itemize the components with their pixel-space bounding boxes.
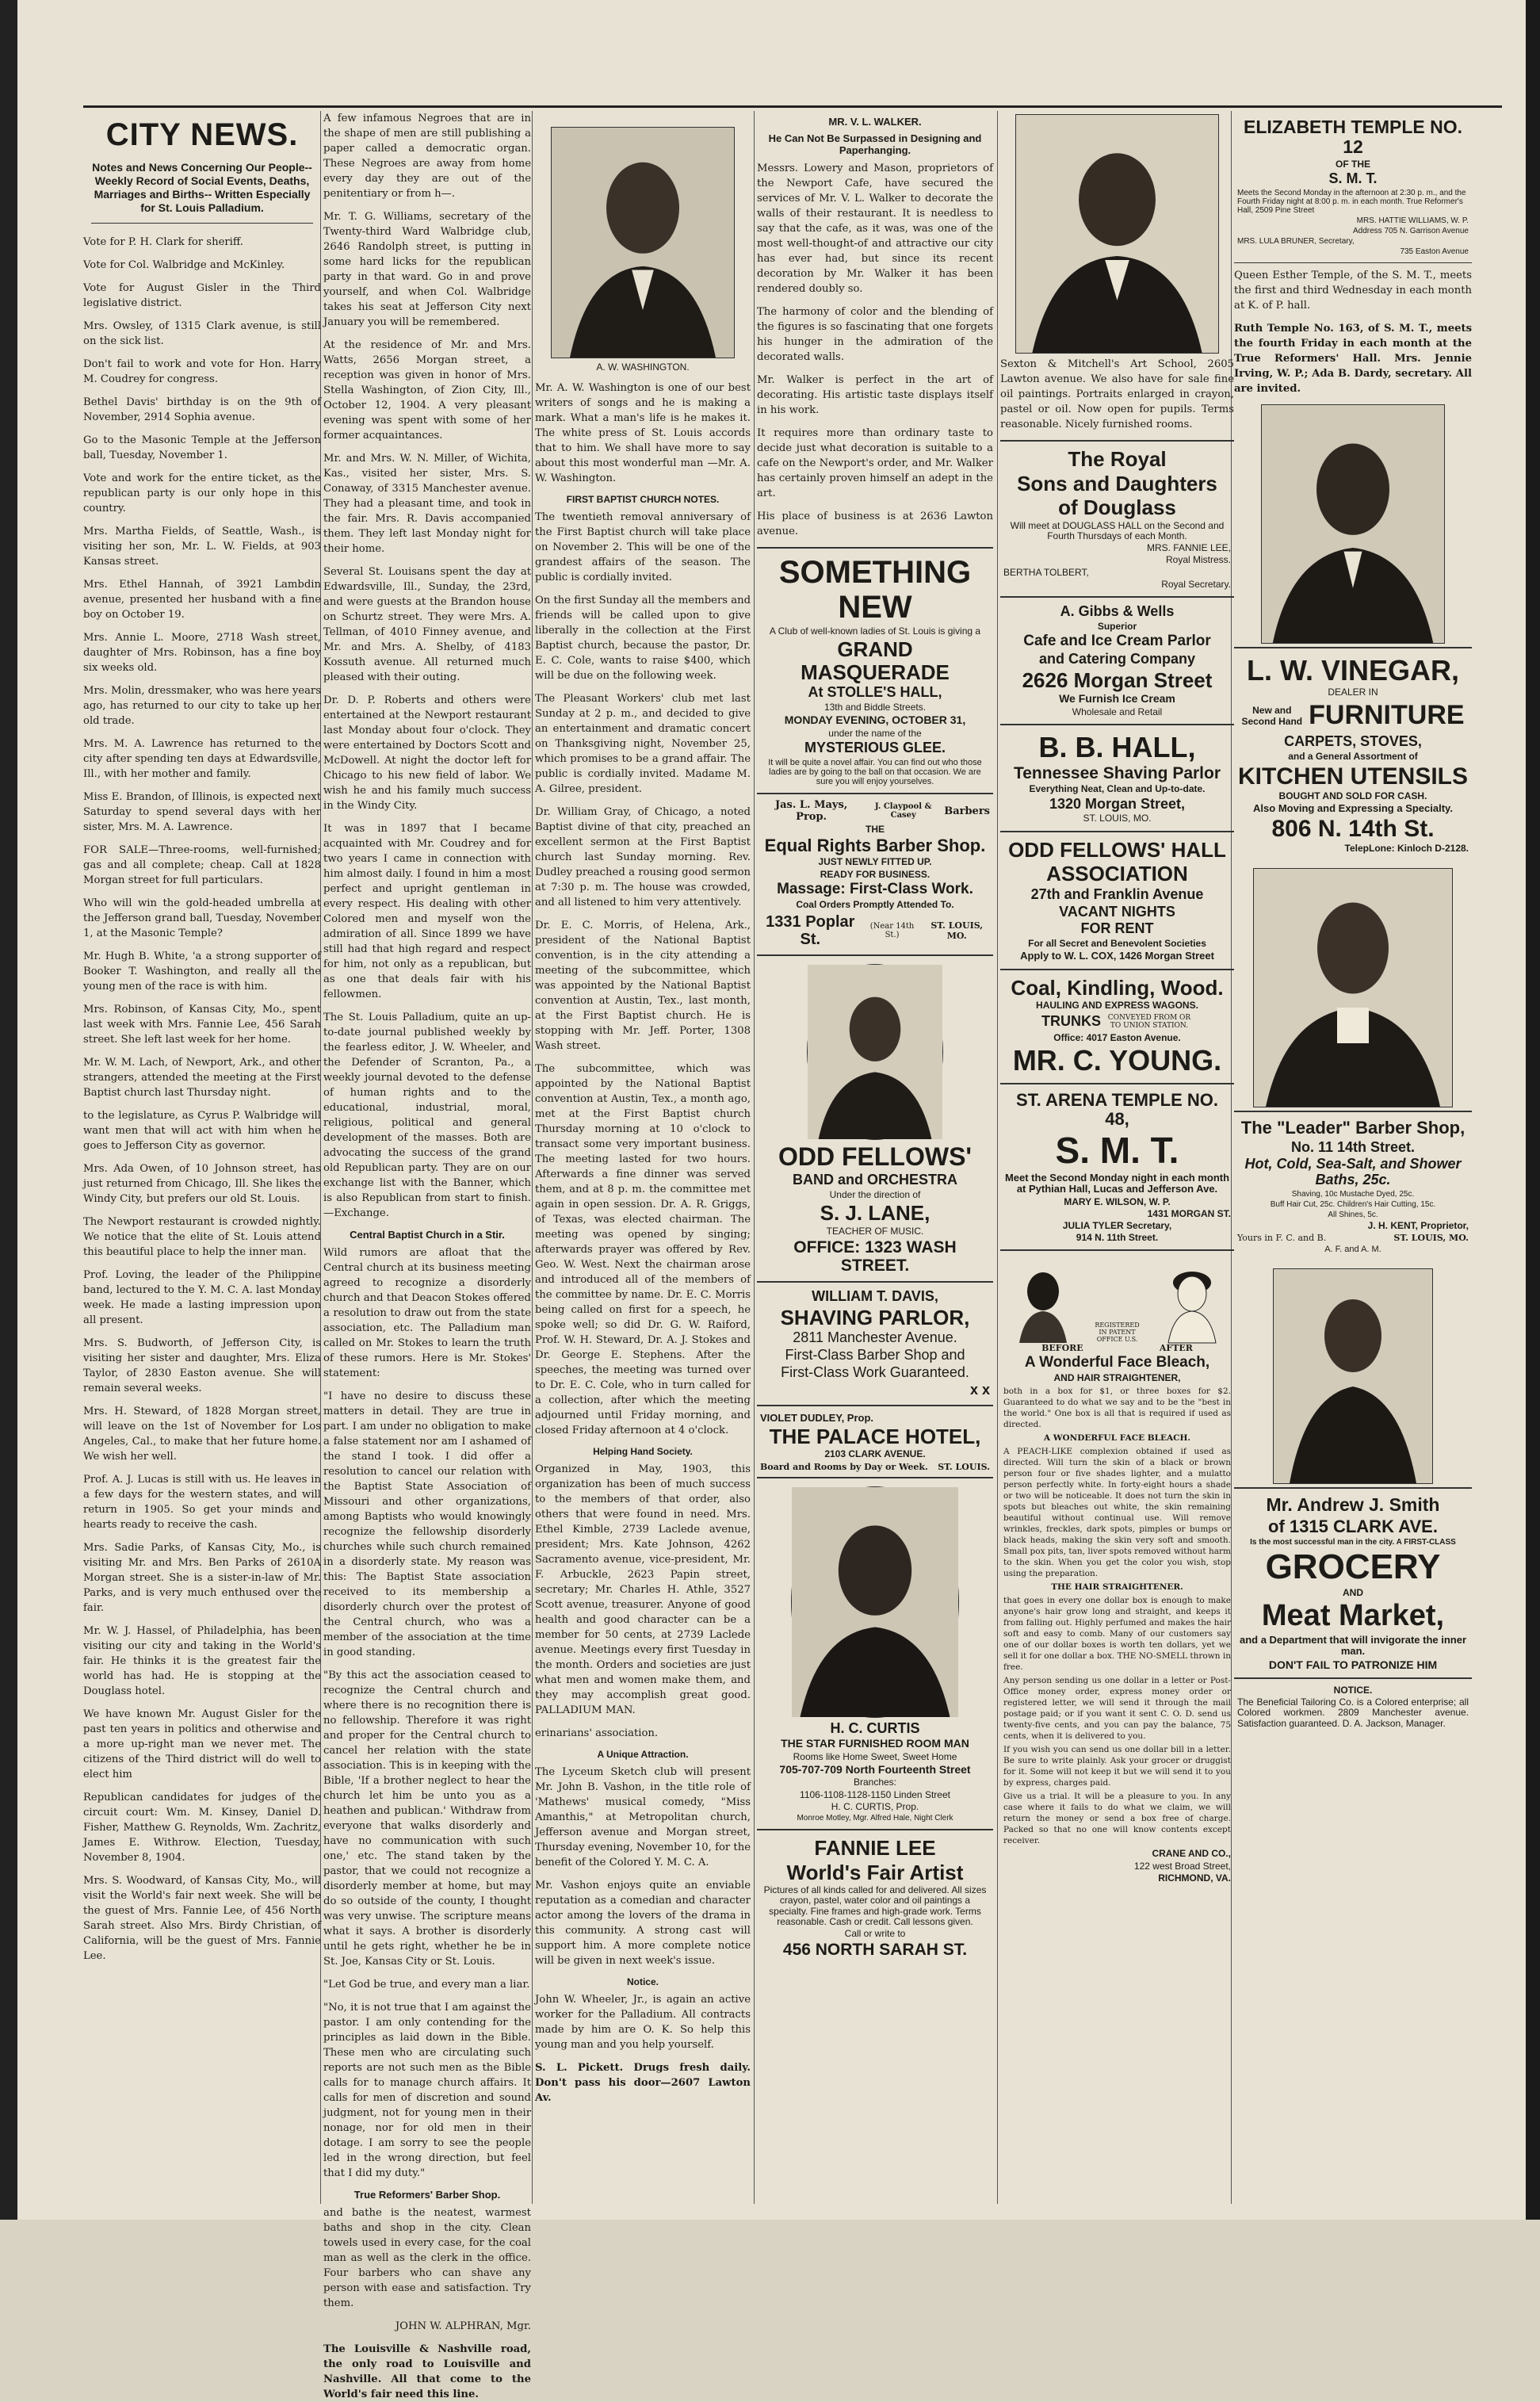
news-item: Mrs. Robinson, of Kansas City, Mo., spent last week with Mrs. Fannie Lee, 456 Sarah street. She left last week for her home.	[83, 1004, 321, 1046]
barber-names: J. Claypool & Casey	[874, 802, 932, 820]
odd-fellows-hall-ad	[1000, 831, 1234, 969]
city-news-title: CITY NEWS.	[105, 117, 299, 152]
before-face-icon	[1015, 1264, 1071, 1343]
royal-sons-ad	[1000, 440, 1234, 596]
after-label: AFTER	[1159, 1343, 1193, 1354]
city-news-deck: Notes and News Concerning Our People--Weekly Record of Social Events, Deaths, Marriages and Births-- Written Especially for St. Louis Palladium.	[91, 161, 313, 224]
portrait-curtis	[791, 1486, 959, 1718]
news-item: Vote and work for the entire ticket, as the republican party is our only hope in this country.	[83, 472, 321, 514]
news-item: Vote for P. H. Clark for sheriff.	[83, 236, 243, 248]
news-item: At the residence of Mr. and Mrs. Watts, 2656 Morgan street, a reception was given in honor of Mrs. Stella Washington, of Zion City, Ill., October 12, 1904. A very pleasant evening was spent with some of her former acquaintances.	[323, 339, 531, 442]
masq-note: It will be quite a novel affair. You can find out who those ladies are by going to the ball on that occasion. We are sure you will enjoy yourselves.	[768, 757, 982, 786]
dept: and a Department that will invigorate the inner man.	[1239, 1634, 1467, 1658]
tyler-addr: 914 N. 11th Street.	[1076, 1232, 1159, 1244]
morgan2: 1320 Morgan Street,	[1049, 795, 1186, 812]
top-rule	[83, 105, 1502, 108]
bleach-paragraph: Give us a trial. It will be a pleasure to you. In any case where it fails to do what we claim, we will return the money or send a box free of charge. Packed so that no one will know contents except receiver.	[1003, 1792, 1231, 1846]
column-rule	[532, 111, 533, 2204]
helping-hand-text: Organized in May, 1903, this organization has been of much success to the members of that order, also others that were found in need. Mrs. Ethel Kimble, 2739 Laclede avenue, president; Mrs. Kate Johnson, 4262 Sacramento avenue, vice-president, Mr. F. Arbuckle, 2623 Papin street, secretary; Mr. Charles H. Athle, 3527 Scott avenue, treasurer. Anyone of good health and good character can be a member for 50 cents, at 2739 Laclede avenue. Meetings every first Tuesday in the month. Orders and societies are just what men and women make them, and they may accomplish great good. PALLADIUM MAN.	[535, 1463, 751, 1716]
column-city-news	[83, 111, 321, 2204]
curtis-prop: H. C. CURTIS, Prop.	[831, 1800, 919, 1812]
xx: x x	[969, 1381, 990, 1398]
board: Board and Rooms by Day or Week.	[760, 1461, 928, 1472]
article-paragraph: On the first Sunday all the members and friends will be called upon to give liberally in the collection at the First Baptist church, because the pastor, Dr. E. C. Cole, wants to raise $400, which will be due on the following week.	[535, 595, 751, 682]
bought: BOUGHT AND SOLD FOR CASH.	[1278, 790, 1427, 801]
curtis-clerks: Monroe Motley, Mgr. Alfred Hale, Night Clerk	[797, 1813, 953, 1823]
city-news-items	[83, 235, 321, 1964]
eliz-addr: Address 705 N. Garrison Avenue	[1352, 226, 1469, 235]
equal-rights-title: Equal Rights Barber Shop.	[764, 836, 986, 856]
bleach-body	[1003, 1386, 1231, 1846]
coal-orders: Coal Orders Promptly Attended To.	[796, 898, 954, 910]
article-paragraph: The twentieth removal anniversary of the First Baptist church will take place on November 2. This will be one of the grandest affairs of the season. The public is cordially invited.	[535, 511, 751, 583]
column-five	[1000, 111, 1234, 2204]
band: BAND and ORCHESTRA	[792, 1172, 957, 1188]
portrait-washington-caption: A. W. WASHINGTON.	[596, 361, 690, 373]
hauling: HAULING AND EXPRESS WAGONS.	[1036, 1000, 1198, 1012]
poplar-near: (Near 14th St.)	[869, 921, 915, 939]
of-the: OF THE	[1336, 158, 1370, 170]
grocery: GROCERY	[1265, 1547, 1441, 1586]
news-item: Who will win the gold-headed umbrella at the Jefferson grand ball, Tuesday, November 1, at the Masonic Temple?	[83, 897, 321, 939]
before-label: BEFORE	[1041, 1343, 1083, 1354]
leader-no: No. 11 14th Street.	[1290, 1138, 1416, 1155]
first-class1: First-Class Barber Shop and	[785, 1347, 965, 1364]
new-second	[1241, 705, 1302, 727]
bleach-subhead: THE HAIR STRAIGHTENER.	[1051, 1582, 1183, 1593]
baptist-notes	[535, 510, 751, 1438]
newly: JUST NEWLY FITTED UP.	[818, 856, 932, 868]
royal2: Sons and Daughters	[1017, 471, 1217, 495]
prices2: Buff Hair Cut, 25c. Children's Hair Cutting, 15c.	[1270, 1199, 1436, 1209]
furnish: We Furnish Ice Cream	[1059, 692, 1175, 706]
news-item: The St. Louis Palladium, quite an up-to-date journal published weekly by the fearless editor, J. W. Wheeler, and the Defender of Scranton, Pa., a weekly journal devoted to the defense of human rights and to the educational, industrial, moral, religious, political and general development of the masses. Both are advocating the success of the grand old Republican party. They are on our exchange list with the Banner, which is also Republican from start to finish.—Exchange.	[323, 1012, 531, 1219]
curtis-name: H. C. CURTIS	[830, 1719, 920, 1736]
office: OFFICE: 1323 WASH STREET.	[793, 1237, 957, 1275]
walker-article	[757, 161, 993, 539]
bleach-paragraph: A PEACH-LIKE complexion obtained if used as directed. Will turn the skin of a black or brown person four or five shades lighter, and a mulatto person perfectly white. In forty-eight hours a shade or two will be noticeable. It does not turn the skin in spots but bleaches out white, the skin remaining beautiful without continual use. Will remove wrinkles, freckles, dark spots, pimples or bumps or black heads, making the skin very soft and smooth. Small pox pits, tan, liver spots removed without harm to the skin. When you get the color you wish, stop using the preparation.	[1003, 1447, 1231, 1579]
barber-proprietors	[760, 799, 990, 823]
news-item: Prof. Loving, the leader of the Philippine band, lectured to the Y. M. C. A. last Monday week. He made a lasting impression upon all present.	[83, 1269, 322, 1326]
scan-left-edge	[0, 0, 17, 2220]
curtis-title: THE STAR FURNISHED ROOM MAN	[781, 1737, 969, 1750]
general: and a General Assortment of	[1288, 750, 1418, 762]
column-two-items	[323, 111, 531, 1221]
portrait-vinegar	[1261, 404, 1445, 644]
article-paragraph: "Let God be true, and every man a liar.	[323, 1979, 530, 1991]
eliz-sec-addr: 735 Easton Avenue	[1400, 247, 1469, 256]
fannie-lee-ad	[757, 1829, 993, 1965]
crane: CRANE AND CO.,	[1152, 1848, 1231, 1860]
scan-right-edge	[1526, 0, 1540, 2220]
royal-mistress-name: MRS. FANNIE LEE,	[1146, 542, 1231, 554]
article-paragraph: Wild rumors are afloat that the Central church at its business meeting agreed to recognize a disorderly church and that Deacon Stokes offered a resolution to draw out from the state association, etc. The Palladium man called on Mr. Stokes to learn the truth of these rumors. Here is Mr. Stokes' statement:	[323, 1247, 531, 1379]
gibbs: A. Gibbs & Wells	[1060, 602, 1175, 619]
equal-rights-ad	[757, 793, 993, 954]
baths: Hot, Cold, Sea-Salt, and Shower Baths, 25c.	[1244, 1156, 1462, 1188]
portrait-walker	[1015, 114, 1219, 354]
ruth-temple-text: Ruth Temple No. 163, of S. M. T., meets the fourth Friday in each month at the True Reformers' Hall. Mrs. Jennie Irving, W. P.; Ada B. Dardy, secretary. All are invited.	[1234, 322, 1472, 395]
news-item: Vote for August Gisler in the Third legislative district.	[83, 282, 321, 309]
davis: WILLIAM T. DAVIS,	[812, 1287, 938, 1304]
masq-title: GRAND MASQUERADE	[801, 637, 950, 684]
news-item: Prof. A. J. Lucas is still with us. He leaves in a few days for the western states, and will return in 1905. So get your minds and hearts ready to receive the cash.	[83, 1474, 321, 1531]
royal3: of Douglass	[1058, 495, 1176, 520]
news-item: Mrs. Sadie Parks, of Kansas City, Mo., is visiting Mr. and Mrs. Ben Parks of 2610A Morgan street. She is a sister-in-law of Mr. Parks, and is very much enthused over the fair.	[83, 1542, 321, 1614]
unique-attraction-headline: A Unique Attraction.	[597, 1749, 689, 1760]
poplar-line	[760, 912, 990, 950]
cafe: Cafe and Ice Cream Parlor	[1023, 632, 1211, 649]
column-four	[757, 111, 993, 2204]
news-item: Mrs. Ada Owen, of 10 Johnson street, has just returned from Chicago, Ill. She likes the Windy City, but prefers our old St. Louis.	[83, 1163, 321, 1205]
face-bleach-ad	[1000, 1249, 1234, 1890]
barber-shop-headline: True Reformers' Barber Shop.	[353, 2189, 501, 2201]
news-item: Mr. W. J. Hassel, of Philadelphia, has been visiting our city and taking in the World's fair. He thinks it is the greatest fair the world has had. He is stopping at the Douglass hotel.	[83, 1625, 321, 1697]
column-rule	[997, 111, 998, 2204]
fannie-text: Pictures of all kinds called for and delivered. All sizes crayon, pastel, water color and oil paintings a specialty. Fine frames and high-grade work. Terms reasonable. Cash or credit. Call lessons given.	[763, 1884, 987, 1927]
odd-hall1: ODD FELLOWS' HALL	[1008, 837, 1226, 862]
masq-intro: A Club of well-known ladies of St. Louis is giving a	[769, 625, 981, 637]
crane-addr: 122 west Broad Street,	[1133, 1860, 1231, 1872]
bleach-paragraph: both in a box for $1, or three boxes for $2. Guaranteed to do what we say and to be the "best in the world." One box is all that is required if used as directed.	[1003, 1387, 1231, 1430]
notice-text: The Beneficial Tailoring Co. is a Colored enterprise; all Colored workmen. 2809 Manchester avenue. Satisfaction guaranteed. D. A. Jackson, Manager.	[1237, 1696, 1469, 1729]
odd-fellows-band-ad	[757, 954, 993, 1281]
article-paragraph: Dr. E. C. Morris, of Helena, Ark., president of the National Baptist convention, is in the city attending a meeting of the subcommittee, which was appointed by the National Baptist convention at Austin, Tex., last month, at the First Baptist church. He is stopping with Mr. Jeff. Porter, 1308 Wash street.	[535, 920, 751, 1052]
dont: DON'T FAIL TO PATRONIZE HIM	[1268, 1658, 1438, 1671]
prices3: All Shines, 5c.	[1328, 1210, 1378, 1219]
tailoring-notice	[1234, 1677, 1472, 1735]
something-new: SOMETHING NEW	[778, 555, 972, 625]
news-item: Miss E. Brandon, of Illinois, is expected next Saturday to spend several days with her sister, Mrs. M. A. Lawrence.	[83, 791, 321, 833]
article-paragraph: Messrs. Lowery and Mason, proprietors of the Newport Cafe, have secured the services of Mr. V. L. Walker to decorate the walls of their restaurant. It is needless to say that the cafe, as it was, was one of the most well-thought-of and attractive our city has ever had, but since its recent decoration by Mr. Walker it has been rendered doubly so.	[757, 163, 993, 295]
unique-attraction	[535, 1765, 751, 1968]
odd-fellows-title: ODD FELLOWS'	[778, 1142, 973, 1171]
new-and: New and	[1252, 705, 1292, 717]
news-item: We have known Mr. August Gisler for the past ten years in politics and otherwise and a more up-right man we never met. The citizens of the Third district will do well to elect him	[83, 1708, 321, 1780]
straightener: AND HAIR STRAIGHTENER,	[1053, 1372, 1181, 1384]
louisville-nashville-text: The Louisville & Nashville road, the only road to Louisville and Nashville. All that come to the World's fair need this line.	[323, 2343, 531, 2400]
helping-hand-tail: erinarians' association.	[535, 1727, 659, 1739]
apply: Apply to W. L. COX, 1426 Morgan Street	[1020, 950, 1214, 962]
leader: The "Leader" Barber Shop,	[1240, 1118, 1465, 1138]
bleach-paragraph: If you wish you can send us one dollar bill in a letter. Be sure to write plainly. Ask your grocer or druggist for it. Some will not keep it but we will send it to you by express, charges paid.	[1003, 1745, 1231, 1788]
palace-hotel-ad	[757, 1405, 993, 1477]
eliz-smt: S. M. T.	[1328, 170, 1378, 186]
masq-name: MYSTERIOUS GLEE.	[804, 739, 946, 755]
notice-headline: Notice.	[626, 1976, 659, 1987]
kent-footer	[1237, 1233, 1469, 1243]
royal1: The Royal	[1068, 447, 1167, 471]
barber-prop: Jas. L. Mays, Prop.	[774, 799, 848, 824]
massage: Massage: First-Class Work.	[777, 880, 973, 897]
stl: ST. LOUIS.	[938, 1461, 990, 1472]
news-item: FOR SALE—Three-rooms, well-furnished; gas and all complete; cheap. Call at 1828 Morgan street for full particulars.	[83, 844, 321, 886]
worlds-fair: World's Fair Artist	[786, 1860, 964, 1884]
column-six	[1234, 111, 1472, 2204]
bleach-labels	[1003, 1343, 1231, 1353]
masquerade-ad	[757, 547, 993, 793]
eliz-wp: MRS. HATTIE WILLIAMS, W. P.	[1356, 216, 1469, 225]
curtis-branches: Branches:	[853, 1777, 897, 1788]
news-item: Mr. Hugh B. White, 'a a strong supporter of Booker T. Washington, and really all the young men of the race is with him.	[83, 950, 321, 993]
shaving: SHAVING PARLOR,	[780, 1305, 970, 1329]
the: THE	[866, 824, 885, 836]
for-rent: FOR RENT	[1080, 920, 1154, 937]
morgan: 2626 Morgan Street	[1022, 667, 1213, 692]
call-or-write: Call or write to	[844, 1927, 906, 1939]
bertha: BERTHA TOLBERT,	[1003, 566, 1089, 578]
vinegar: L. W. VINEGAR,	[1246, 653, 1459, 687]
prices1: Shaving, 10c Mustache Dyed, 25c.	[1291, 1189, 1415, 1199]
trunks-line	[1003, 1012, 1231, 1031]
sarah: 456 NORTH SARAH ST.	[782, 1941, 968, 1960]
news-item: Mrs. Owsley, of 1315 Clark avenue, is still on the sick list.	[83, 320, 321, 347]
palace-footer	[760, 1462, 990, 1472]
young-coal-ad	[1000, 969, 1234, 1083]
bbhall: B. B. HALL,	[1038, 730, 1196, 763]
leader-barber-ad	[1234, 1111, 1472, 1260]
news-item: Mrs. M. A. Lawrence has returned to the city after spending ten days at Edwardsville, Ill., with her mother and family.	[83, 738, 321, 780]
masq-hall: At STOLLE'S HALL,	[808, 684, 942, 701]
news-item: Mrs. Ethel Hannah, of 3921 Lambdin avenue, presented her husband with a fine boy on October 19.	[83, 579, 321, 621]
column-two	[323, 111, 531, 2400]
bleach-title: A Wonderful Face Bleach,	[1024, 1354, 1210, 1371]
pickett-text: S. L. Pickett. Drugs fresh daily. Don't pass his door—2607 Lawton Av.	[535, 2062, 751, 2104]
smith: Mr. Andrew J. Smith	[1266, 1494, 1440, 1516]
palace: THE PALACE HOTEL,	[769, 1424, 981, 1448]
barber-word: Barbers	[944, 805, 990, 817]
column-three	[535, 111, 751, 2204]
arena: ST. ARENA TEMPLE NO. 48,	[1015, 1090, 1219, 1130]
odd-hall2: ASSOCIATION	[1046, 862, 1188, 886]
notice-title: NOTICE.	[1333, 1685, 1373, 1696]
news-item: Mrs. Annie L. Moore, 2718 Wash street, daughter of Mrs. Robinson, has a fine boy six weeks old.	[83, 632, 321, 674]
notice-text: John W. Wheeler, Jr., is again an active worker for the Palladium. All contracts made by him are O. K. So help this young man and you help yourself.	[535, 1994, 751, 2051]
news-item: The Newport restaurant is crowded nightly. We notice that the elite of St. Louis attend this beautiful place to help the inner man.	[83, 1216, 321, 1258]
baptist-notes-headline: FIRST BAPTIST CHURCH NOTES.	[566, 494, 720, 505]
barber-shop-text: and bathe is the neatest, warmest baths and shop in the city. Clean towels used in every case, for the coal man as well as the clerk in the office. Four barbers who can shave any person with ease and satisfaction. Try them.	[323, 2207, 531, 2309]
news-item: Vote for Col. Walbridge and McKinley.	[83, 259, 285, 271]
dealer: DEALER IN	[1328, 687, 1378, 698]
vacant: VACANT NIGHTS	[1059, 903, 1175, 920]
poplar: 1331 Poplar St.	[766, 912, 855, 948]
tennessee: Tennessee Shaving Parlor	[1013, 764, 1221, 783]
tyler: JULIA TYLER Secretary,	[1062, 1219, 1172, 1231]
elizabeth-temple-ad	[1234, 111, 1472, 262]
arena-text: Meet the Second Monday night in each month at Pythian Hall, Lucas and Jefferson Ave.	[1004, 1172, 1230, 1195]
palace-addr: 2103 CLARK AVENUE.	[824, 1448, 926, 1460]
news-item: Several St. Louisans spent the day at Edwardsville, Ill., Sunday, the 23rd, and were guests at the Brandon house on Schurtz street. They were Mrs. A. Tellman, of 4010 Finney avenue, and Mr. and Mrs. A. Shelby, of 4183 Kossuth avenue. All returned much pleased with their outing.	[323, 566, 531, 683]
arena-temple-ad	[1000, 1083, 1234, 1249]
am: A. F. and A. M.	[1324, 1245, 1381, 1255]
kent: J. H. KENT, Proprietor,	[1367, 1219, 1469, 1231]
news-item: Mrs. Martha Fields, of Seattle, Wash., is visiting her son, Mr. L. W. Fields, at 903 Kansas street.	[83, 526, 321, 568]
portrait-lane	[807, 964, 943, 1140]
news-item: Mrs. S. Woodward, of Kansas City, Mo., will visit the World's fair next week. She will be the guest of Mrs. Fannie Lee, of 456 North Sarah street. Also Mrs. Birdy Christian, of California, will be the guest of Mrs. Fannie Lee.	[83, 1875, 321, 1962]
after-face-icon	[1164, 1264, 1220, 1343]
bleach-paragraph: that goes in every one dollar box is enough to make anyone's hair grow long and straight, and keeps it from falling out. Highly perfumed and makes the hair soft and easy to comb. Many of our customers say one of our dollar boxes is worth ten dollars, yet we sell it for one dollar a box. THE NO-SMELL thrown in free.	[1003, 1596, 1231, 1673]
column-rule	[754, 111, 755, 2204]
elizabeth: ELIZABETH TEMPLE NO. 12	[1244, 117, 1462, 158]
bb-hall-ad	[1000, 724, 1234, 831]
first-class2: First-Class Work Guaranteed.	[781, 1364, 969, 1380]
royal-sec: Royal Secretary.	[1161, 578, 1231, 590]
article-paragraph: Mr. Vashon enjoys quite an enviable reputation as a comedian and character actor among the lovers of the drama in this community. A strong cast will support him. A more complete notice will be given in next week's issue.	[535, 1880, 751, 1967]
news-item: Mrs. Molin, dressmaker, who was here years ago, has returned to our city to take up her old trade.	[83, 685, 322, 727]
coal: Coal, Kindling, Wood.	[1011, 975, 1224, 1000]
article-paragraph: The Lyceum Sketch club will present Mr. John B. Vashon, in the title role of 'Mathews' musical comedy, "Miss Amanthis," at Metropolitan church, Jefferson avenue and Morgan street, Thursday evening, November 10, for the benefit of the Colored Y. M. C. A.	[535, 1766, 751, 1868]
article-paragraph: "No, it is not true that I am against the pastor. I am only contending for the principles as laid down in the Bible. These men who are circulating such reports are not such men as the Bible calls for to manage church affairs. It calls for men of discretion and sound judgment, not for young men in their nonage, nor for old men in their dotage. I am sorry to see the people led in the wrong direction, but feel that I did my duty."	[323, 2002, 531, 2179]
smith-grocery-ad	[1234, 1487, 1472, 1677]
helping-hand-headline: Helping Hand Society.	[593, 1446, 693, 1457]
article-paragraph: It requires more than ordinary taste to decide just what decoration is suitable to a cafe on the Newport's order, and Mr. Walker has certainly proven himself an adept in the art.	[757, 427, 993, 499]
portrait-washington	[551, 127, 735, 358]
news-item: Mr. and Mrs. W. N. Miller, of Wichita, Kas., visited her sister, Mrs. S. Conaway, of 3315 Manchester avenue. They had a pleasant time, and took in the fair. Mrs. R. Davis accompanied them. They left last Monday night for their home.	[323, 453, 531, 555]
article-paragraph: "By this act the association ceased to recognize the Central church and where there is no recognition there is no fellowship. Therefore it was right and proper for the Central church to cancel her relation with the state association. This is in keeping with the Bible, 'If a brother neglect to hear the church let him be unto you as a heathen and publican.' Withdraw from everyone that walks disorderly and have no communication with such one,' etc. The stand taken by the pastor, that we could not recognize a disorderly member at home, but may do so outside of the county, I thought was very unwise. The scripture means what it says. A brother is disorderly until he gets right, whether he be in St. Joe, Kansas City or St. Louis.	[323, 1670, 531, 1968]
bleach-subhead: A WONDERFUL FACE BLEACH.	[1043, 1433, 1191, 1444]
article-paragraph: The Pleasant Workers' club met last Sunday at 2 p. m., and decided to give an entertainment and dramatic concert on Thanksgiving night, November 25, which promises to be a grand affair. The public is cordially invited. Madame M. A. Gilree, president.	[535, 693, 751, 795]
article-paragraph: "I have no desire to discuss these matters in detail. They are true in part. I am under no obligation to make a false statement nor am I ashamed of the stand I took. I did offer a resolution to cancel our relation with the Baptist State Association of Missouri and other organizations, among Baptists who would knowingly recognize the fellowship disorderly churches while such church remained in a disorderly state. My reason was this: The Baptist State association received to its membership a disorderly church over the protest of the Central church, who was a member of the association at the time in good standing.	[323, 1390, 531, 1658]
vinegar-furniture-ad	[1234, 647, 1472, 861]
masq-date: MONDAY EVENING, OCTOBER 31,	[784, 713, 966, 727]
yours: Yours in F. C. and B.	[1237, 1233, 1327, 1244]
curtis-branch-addr: 1106-1108-1128-1150 Linden Street	[800, 1788, 950, 1800]
davis-shaving-ad	[757, 1281, 993, 1405]
walker-headline: MR. V. L. WALKER.	[828, 116, 922, 128]
stlmo: ST. LOUIS, MO.	[1083, 813, 1152, 824]
easton: Office: 4017 Easton Avenue.	[1053, 1032, 1181, 1044]
conveyed: CONVEYED FROM OR TO UNION STATION.	[1107, 1014, 1191, 1031]
kent-stl: ST. LOUIS, MO.	[1393, 1233, 1469, 1244]
manchester: 2811 Manchester Avenue.	[793, 1329, 957, 1346]
telephone: TelepLone: Kinloch D-2128.	[1344, 843, 1469, 855]
sexton-text: Sexton & Mitchell's Art School, 2605 Lawton avenue. We also have for sale fine oil paintings. Portraits enlarged in crayon, pastel or oil. Now open for pupils. Terms reasonable. Nicely furnished rooms.	[1000, 358, 1234, 430]
young: MR. C. YOUNG.	[1012, 1044, 1222, 1077]
news-item: A few infamous Negroes that are in the shape of men are still publishing a paper called a democratic organ. These Negroes are away from home every day they are out of the penitentiary or from h—.	[323, 113, 531, 200]
lane: S. J. LANE,	[820, 1201, 930, 1226]
eliz-sec: MRS. LULA BRUNER, Secretary,	[1237, 236, 1355, 246]
article-paragraph: Dr. William Gray, of Chicago, a noted Baptist divine of that city, preached an excellent sermon at the First Baptist church last Sunday morning. Rev. Dudley preached a rousing good sermon at 7:30 p. m. The house was crowded, and all listened to him very attentively.	[535, 806, 751, 908]
furniture: FURNITURE	[1309, 700, 1465, 731]
portrait-smith	[1273, 1268, 1433, 1484]
ready: READY FOR BUSINESS.	[820, 868, 930, 880]
royal-mistress: Royal Mistress.	[1165, 554, 1231, 566]
meat: Meat Market,	[1261, 1599, 1445, 1633]
washington-text: Mr. A. W. Washington is one of our best writers of songs and he is making a mark. What a man's life is he makes it. The white press of St. Louis accords that to him. We shall have more to say about this most wonderful man —Mr. A. W. Washington.	[535, 382, 751, 484]
violet: VIOLET DUDLEY, Prop.	[760, 1411, 874, 1424]
news-item: It was in 1897 that I became acquainted with Mr. Coudrey and for two years I came in connection with him almost daily. I found in him a most perfect and upright gentleman in every respect. His dealing with other Colored men and myself won the admiration of all. Since 1899 we have still had that high regard and respect for him, not only as a republican, but as one that deals fair with his fellowmen.	[323, 823, 531, 1000]
news-item: Go to the Masonic Temple at the Jefferson ball, Tuesday, November 1.	[83, 434, 321, 461]
news-item: Mrs. H. Steward, of 1828 Morgan street, will leave on the 1st of November for Los Angeles, Cal., to make that her future home. We wish her well.	[83, 1406, 321, 1463]
royal-text: Will meet at DOUGLASS HALL on the Second and Fourth Thursdays of each Month.	[1010, 519, 1225, 541]
trunks: TRUNKS	[1041, 1013, 1101, 1030]
eliz-text: Meets the Second Monday in the afternoon at 2:30 p. m., and the Fourth Friday night at 8:00 p. m. in each month. True Reformer's Hall, 2509 Pine Street	[1237, 188, 1466, 215]
wilson-addr: 1431 MORGAN ST.	[1147, 1207, 1231, 1219]
news-item: Don't fail to work and vote for Hon. Harry M. Coudrey for congress.	[83, 358, 321, 385]
catering: and Catering Company	[1038, 650, 1196, 667]
curtis-rooms: Rooms like Home Sweet, Sweet Home	[793, 1750, 957, 1762]
central-baptist-headline: Central Baptist Church in a Stir.	[350, 1229, 505, 1241]
news-item: Dr. D. P. Roberts and others were entertained at the Newport restaurant last Monday about four o'clock. They were entertained by Doctors Scott and McDowell. At night the doctor left for Chicago to his new field of labor. We wish he and his family much success in the Windy City.	[323, 694, 531, 812]
for-all: For all Secret and Benevolent Societies	[1028, 938, 1206, 950]
news-item: Republican candidates for judges of the circuit court: Wm. M. Kinsey, Daniel D. Fisher, Matthew G. Reynolds, Wm. Zachritz, James E. Withrow. Election, Tuesday, November 8, 1904.	[83, 1792, 321, 1864]
gibbs-wells-ad	[1000, 596, 1234, 724]
superior: Superior	[1097, 620, 1137, 632]
bleach-illustration	[1003, 1256, 1231, 1343]
poplar-city: ST. LOUIS, MO.	[930, 920, 984, 941]
curtis-addr: 705-707-709 North Fourteenth Street	[779, 1763, 971, 1777]
bleach-registered: REGISTERED IN PATENT OFFICE U.S.	[1095, 1321, 1140, 1344]
wholesale: Wholesale and Retail	[1072, 706, 1163, 717]
furniture-line	[1237, 699, 1469, 732]
richmond: RICHMOND, VA.	[1158, 1872, 1231, 1884]
portrait-kent	[1253, 868, 1453, 1107]
news-item: Mr. W. M. Lach, of Newport, Ark., and other strangers, attended the meeting at the First Baptist church last Thursday night.	[83, 1057, 321, 1099]
kitchen: KITCHEN UTENSILS	[1237, 763, 1468, 790]
wilson: MARY E. WILSON, W. P.	[1064, 1195, 1171, 1207]
article-paragraph: The harmony of color and the blending of the figures is so fascinating that one forgets his hunger in the admiration of the decorated walls.	[757, 306, 993, 363]
news-item: Mrs. S. Budworth, of Jefferson City, is visiting her sister and daughter, Mrs. Eliza Taylor, of 2830 Easton avenue. She will remain several weeks.	[83, 1337, 321, 1394]
teacher: TEACHER OF MUSIC.	[826, 1225, 924, 1237]
fannie: FANNIE LEE	[814, 1835, 936, 1860]
curtis-ad	[757, 1477, 993, 1829]
news-item: Mr. T. G. Williams, secretary of the Twenty-third Ward Walbridge club, 2646 Randolph street, is putting in some hard licks for the republican party in that ward. Go in and prove yourself, and when Col. Walbridge takes his seat at Jefferson City next January you will be remembered.	[323, 211, 531, 328]
bleach-paragraph: Any person sending us one dollar in a letter or Post-Office money order, express money order or registered letter, we will send it through the mail postage paid; or if you want it sent C. O. D. send us twenty-five cents, and you can pay the balance, 75 cents, when it is delivered to you.	[1003, 1676, 1231, 1742]
second-hand: Second Hand	[1241, 716, 1303, 728]
article-paragraph: His place of business is at 2636 Lawton avenue.	[757, 511, 993, 537]
moving: Also Moving and Expressing a Specialty.	[1253, 801, 1453, 814]
address: 806 N. 14th St.	[1271, 816, 1435, 843]
barber-shop-signature: JOHN W. ALPHRAN, Mgr.	[395, 2320, 531, 2332]
masq-addr: 13th and Biddle Streets.	[823, 702, 927, 713]
carpets: CARPETS, STOVES,	[1284, 732, 1422, 749]
and: AND	[1343, 1587, 1363, 1599]
odd-hall-addr: 27th and Franklin Avenue	[1030, 885, 1204, 902]
article-paragraph: Mr. Walker is perfect in the art of decorating. His artistic taste displays itself in his work.	[757, 374, 993, 416]
news-item: to the legislature, as Cyrus P. Walbridge will want men that will act with him when he goes to Jefferson City as governor.	[83, 1110, 321, 1152]
central-baptist-article	[323, 1245, 531, 2181]
article-paragraph: The subcommittee, which was appointed by the National Baptist convention at Austin, Tex., a month ago, met at the First Baptist church Thursday morning at 10 o'clock to transact some very important business. The meeting lasted for two hours. Afterwards a fine dinner was served them, and at 8 p. m. the committee met again in open session. Dr. A. R. Griggs, of Texas, was elected chairman. The meeting was opened by singing; afterwards prayer was offered by Rev. Geo. W. West. Next the chairman arose and introduced all of the members of the committee by name. Dr. E. C. Morris being called on first for a speech, he spoke well; so did Dr. G. W. Raiford, Prof. W. H. Steward, Dr. A. J. Stokes and Dr. George E. Stephens. After the speeches, the meeting was turned over to Dr. E. C. Cole, who in turn called for a collection, after which the meeting adjourned until Friday morning, and closed Friday afternoon at 4 o'clock.	[535, 1063, 751, 1436]
neat: Everything Neat, Clean and Up-to-date.	[1029, 783, 1206, 795]
queen-esther-text: Queen Esther Temple, of the S. M. T., meets the first and third Wednesday in each month at K. of P. hall.	[1234, 262, 1472, 313]
under-dir: Under the direction of	[829, 1188, 921, 1200]
most: Is the most successful man in the city. A FIRST-CLASS	[1250, 1537, 1456, 1547]
news-item: Bethel Davis' birthday is on the 9th of November, 2914 Sophia avenue.	[83, 396, 321, 423]
masq-under: under the name of the	[828, 727, 922, 739]
walker-subhead: He Can Not Be Surpassed in Designing and Paperhanging.	[768, 132, 982, 156]
clark: of 1315 CLARK AVE.	[1268, 1516, 1438, 1536]
smt: S. M. T.	[1055, 1130, 1179, 1172]
